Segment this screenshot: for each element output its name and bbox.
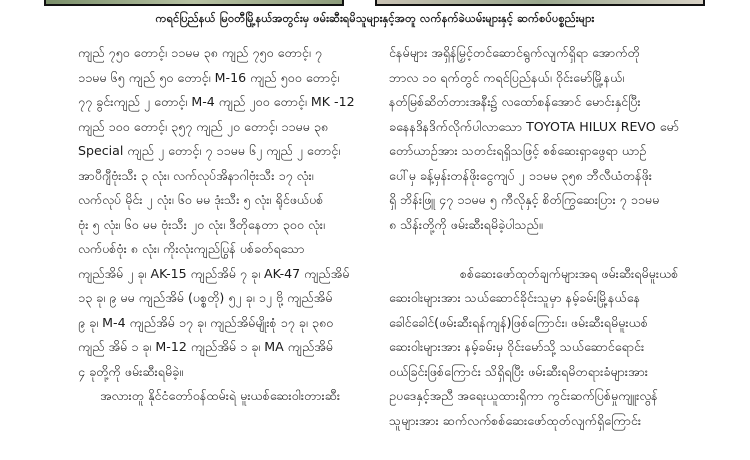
text-line: ဥပဒေနှင့်အညီ အရေးယူထားရှိကာ ကွင်းဆက်ပြစ်မှုကျူးလွန် [389, 388, 658, 403]
text-line: ဗုံး ၅ လုံး၊ ၆၀ မမ ဗုံးသီး ၂၀ လုံး၊ ဒီတိုနေတာ ၃၀၀ လုံး၊ [78, 216, 325, 232]
text-line: တော်ယာဉ်အား သတင်းရရှိသဖြင့် စစ်ဆေးရှာဖွေရာ ယာဉ် [389, 143, 647, 158]
text-line: ၇၇ ခွင်းကျည် ၂ တောင့်၊ M-4 ကျည် ၂၀၀ တောင့်၊ MK -12 [78, 94, 355, 109]
text-line: သူများအား ဆက်လက်စစ်ဆေးဖော်ထုတ်လျက်ရှိကြောင်း [389, 412, 642, 428]
photo-caption: ကရင်ပြည်နယ် မြဝတီမြို့နယ်အတွင်းမှ ဖမ်းဆီးရမိသူများနှင့်အတူ လက်နက်ခဲယမ်းများနှင့် ဆက်စပ်ပစ္စည်းများ [155, 12, 595, 25]
paragraph-gap [389, 237, 696, 262]
article-column-right [389, 41, 696, 433]
text-line: ၄ ခုတို့ကို ဖမ်းဆီးရမိခဲ့။ [78, 363, 184, 379]
text-line: ခနေနဒိနဒိက်လိုက်ပါလာသော TOYOTA HILUX REVO မော် [389, 118, 679, 134]
text-line: အလားတူ နိုင်ငံတော်ဝန်ထမ်းရဲ မူးယစ်ဆေးဝါးတားဆီး [100, 388, 341, 403]
text-line: Special ကျည် ၂ တောင့်၊ ၇ ၁၁မမ ၆၂ ကျည် ၂ တောင့်၊ [78, 143, 341, 158]
text-line: ၁၁မမ ၆၅ ကျည် ၅၀ တောင့်၊ M-16 ကျည် ၅၀၀ တောင့်၊ [78, 69, 340, 85]
seized-items-photo-right [375, 0, 705, 6]
text-line: လက်ပစ်ဗုံး ၈ လုံး၊ ကိုးလုံးကျည်ပြွန် ပစ်ခတ်ရသော [78, 241, 305, 256]
text-line: ဝယ်ခြင်းဖြစ်ကြောင်း သိရှိရပြီး ဖမ်းဆီးရမိတရားခံများအား [389, 363, 648, 379]
text-line: ပေါ်မှ ခန့်မှန်းတန်ဖိုးငွေကျပ် ၂ ၁၁မမ ၃၅၈ ဘီလီယံတန်ဖိုး [389, 167, 652, 183]
text-line: ကျည်အိမ် ၂ ခု၊ AK-15 ကျည်အိမ် ၇ ခု၊ AK-47 ကျည်အိမ် [78, 265, 350, 281]
text-line: ၉ ခု၊ M-4 ကျည်အိမ် ၁၇ ခု၊ ကျည်အိမ်မျိုးစုံ ၁၇ ခု၊ ၃၈၀ [78, 314, 334, 330]
text-line: စစ်ဆေးဖော်ထုတ်ချက်များအရ ဖမ်းဆီးရမိမူးယစ် [460, 265, 679, 281]
text-line: င်နမ်များ အရှိန်မြှင့်တင်ဆောင်ရွက်လျက်ရှိရာ အောက်တို [389, 45, 640, 60]
text-line: ၈ သိန်းတို့ကို ဖမ်းဆီးရမိခဲ့ပါသည်။ [389, 216, 543, 232]
article-column-left [78, 41, 364, 409]
text-line: လက်လုပ် မိုင်း ၂ လုံး၊ ၆၀ မမ ဒုံးသီး ၅ လုံး၊ ရိုင်ဖယ်ပစ် [78, 192, 324, 207]
text-line: ဆေးဝါးများအား နမ့်ခမ်းမှ ဝိုင်းမော်သို့ သယ်ဆောင်ရောင်း [389, 339, 645, 354]
text-line: ၁၃ ခု၊ ၉ မမ ကျည်အိမ် (ပစ္စတို) ၅၂ ခု၊ ၁၂ ဗို့ ကျည်အိမ် [78, 290, 333, 305]
text-line: ရှိ ဘိန်းဖြူ ၄၇ ၁၁မမ ၅ ကီလိုနှင့် စိတ်ကြွဆေးပြား ၇ ၁၁မမ [389, 192, 660, 207]
text-line: ခေါင်ခေါင်(ဖမ်းဆီးရန်ကျန်)ဖြစ်ကြောင်း၊ ဖမ်းဆီးရမိမူးယစ် [389, 314, 648, 330]
text-line: ကျည် ၇၅၀ တောင့်၊ ၁၁မမ ၃၈ ကျည် ၇၅၀ တောင့်၊ ၇ [78, 45, 322, 60]
text-line: အာပီဂျီဗုံးသီး ၃ လုံး၊ လက်လုပ်အိနာဂါဗုံးသီး ၁၇ လုံး၊ [78, 167, 314, 183]
photo-strip [0, 0, 750, 8]
text-line: ကျည် အိမ် ၁ ခု၊ M-12 ကျည်အိမ် ၁ ခု၊ MA ကျည်အိမ် [78, 339, 334, 354]
text-line: ကျည် ၁၀၀ တောင့်၊ ၃၅၇ ကျည် ၂၀ တောင့်၊ ၁၁မမ ၃၈ [78, 118, 329, 134]
text-line: ဘာလ ၁၀ ရက်တွင် ကရင်ပြည်နယ်၊ ဝိုင်းမော်မြို့နယ်၊ [389, 69, 625, 85]
text-line: ဆေးဝါးများအား သယ်ဆောင်ခိုင်းသူမှာ နမ့်ခမ်းမြို့နယ်နေ [389, 290, 641, 305]
seized-items-photo-left [44, 0, 344, 6]
text-line: နတ်မြစ်ဆိတ်တားအနီး၌ လထော်စန်အောင် မောင်းနှင်ပြီး [389, 94, 641, 109]
